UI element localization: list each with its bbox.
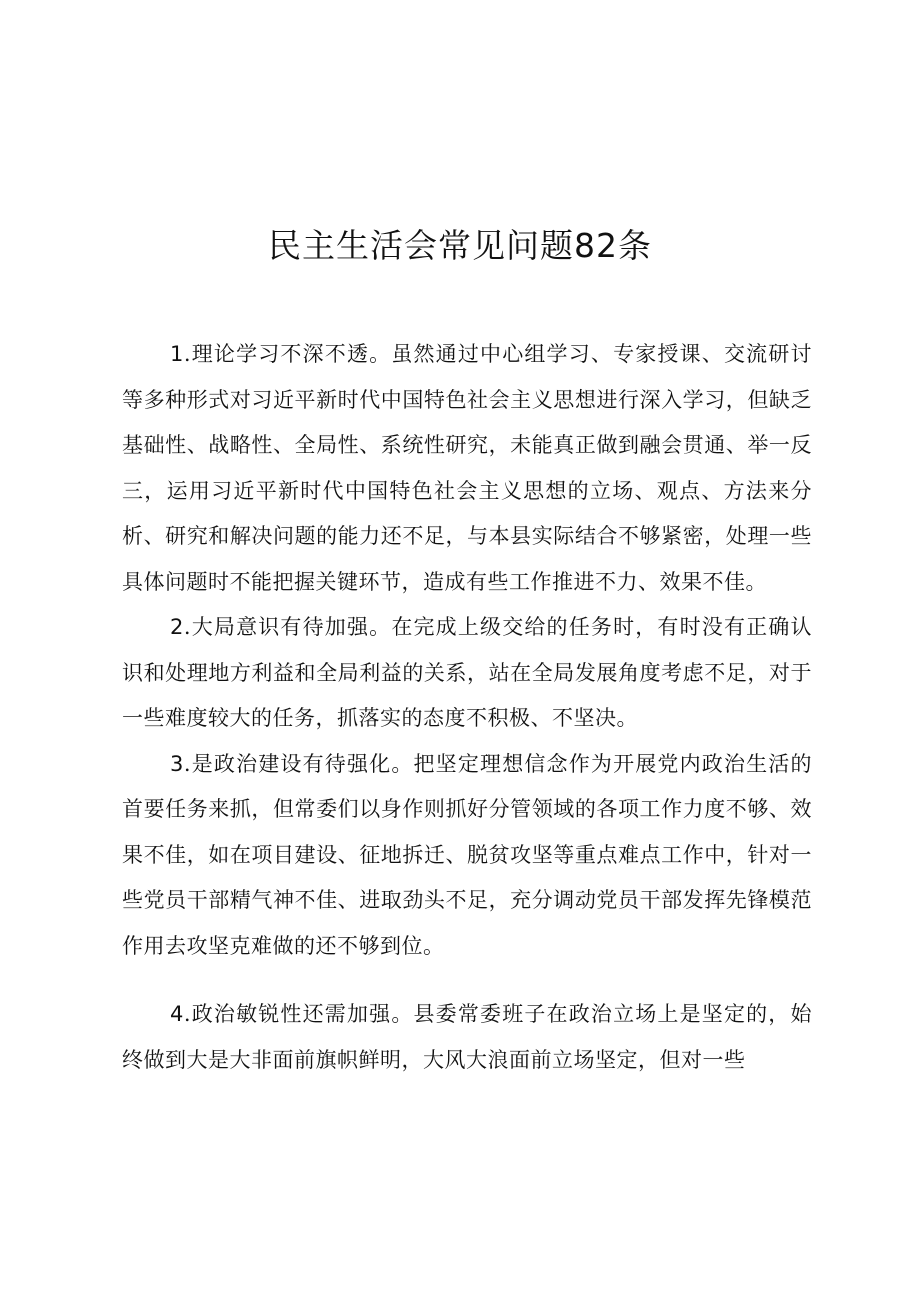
paragraph-3-text: .是政治建设有待强化。把坚定理想信念作为开展党内政治生活的首要任务来抓，但常委们以身作则抓好分管领域的各项工作力度不够、效果不佳，如在项目建设、征地拆迁、脱贫攻坚等重点难点工作中，针对一些党员干部精气神不佳、进取劲头不足，充分调动党员干部发挥先锋模范作用去攻坚克难做的还不够到位。 [122,751,812,958]
paragraph-3 [122,742,812,970]
paragraph-2 [122,605,812,742]
paragraph-2-text: .大局意识有待加强。在完成上级交给的任务时，有时没有正确认识和处理地方利益和全局利益的关系，站在全局发展角度考虑不足，对于一些难度较大的任务，抓落实的态度不积极、不坚决。 [122,615,812,730]
paragraph-4-text: .政治敏锐性还需加强。县委常委班子在政治立场上是坚定的，始终做到大是大非面前旗帜鲜明，大风大浪面前立场坚定，但对一些 [122,1002,812,1072]
paragraph-2-number: 2 [170,615,184,639]
paragraph-3-number: 3 [170,751,184,776]
paragraph-4 [122,992,812,1083]
paragraph-1 [122,332,812,605]
document-title: 民主生活会常见问题82条 [268,226,652,265]
document-body [122,332,812,1083]
paragraph-4-number: 4 [170,1002,184,1026]
paragraph-1-number: 1 [170,342,184,366]
paragraph-1-text: .理论学习不深不透。虽然通过中心组学习、专家授课、交流研讨等多种形式对习近平新时代中国特色社会主义思想进行深入学习，但缺乏基础性、战略性、全局性、系统性研究，未能真正做到融会贯通、举一反三，运用习近平新时代中国特色社会主义思想的立场、观点、方法来分析、研究和解决问题的能力还不足，与本县实际结合不够紧密，处理一些具体问题时不能把握关键环节，造成有些工作推进不力、效果不佳。 [122,342,812,594]
